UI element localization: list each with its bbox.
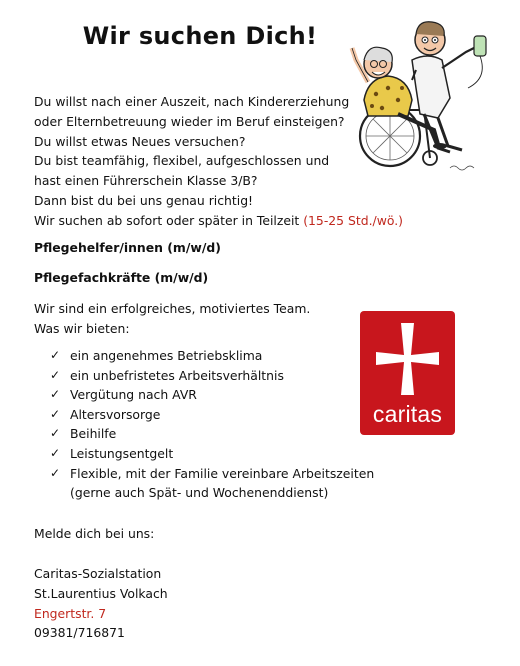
position-pflegefachkraefte: Pflegefachkräfte (m/w/d) xyxy=(34,270,209,285)
offer-list xyxy=(50,346,374,503)
contact-block xyxy=(34,564,168,643)
offer-text: ein unbefristetes Arbeitsverhältnis xyxy=(70,367,284,383)
intro-line: Du bist teamfähig, flexibel, aufgeschlossen und xyxy=(34,153,330,169)
caritas-logo xyxy=(360,311,455,435)
page-title: Wir suchen Dich! xyxy=(82,22,318,50)
contact-phone: 09381/716871 xyxy=(34,625,125,641)
hours-highlight: (15-25 Std./wö.) xyxy=(303,212,403,228)
offer-text: Leistungsentgelt xyxy=(70,445,174,461)
checkmark-icon: ✓ xyxy=(50,406,61,421)
position-pflegehelfer: Pflegehelfer/innen (m/w/d) xyxy=(34,240,221,255)
offer-text: Beihilfe xyxy=(70,426,117,442)
checkmark-icon: ✓ xyxy=(50,465,61,480)
caritas-logo-text: caritas xyxy=(372,401,443,427)
checkmark-icon: ✓ xyxy=(50,367,61,382)
offer-text: Flexible, mit der Familie vereinbare Arbeitszeiten xyxy=(70,465,375,481)
intro-line-hours xyxy=(34,211,403,231)
intro-hours-text: Wir suchen ab sofort oder später in Teilzeit xyxy=(34,212,304,228)
list-item xyxy=(50,444,374,464)
intro-line: oder Elternbetreuung wieder im Beruf einsteigen? xyxy=(34,113,345,129)
checkmark-icon: ✓ xyxy=(50,387,61,402)
offer-text: Vergütung nach AVR xyxy=(70,387,197,403)
checkmark-icon: ✓ xyxy=(50,445,61,460)
contact-org: Caritas-Sozialstation xyxy=(34,566,162,581)
offer-text: (gerne auch Spät- und Wochenenddienst) xyxy=(70,485,329,501)
checkmark-icon: ✓ xyxy=(50,426,61,441)
intro-line: Du willst etwas Neues versuchen? xyxy=(34,133,246,149)
list-item xyxy=(50,405,374,425)
team-text xyxy=(34,299,310,339)
intro-line: Du willst nach einer Auszeit, nach Kindererziehung xyxy=(34,94,350,109)
intro-line: hast einen Führerschein Klasse 3/B? xyxy=(34,173,258,189)
list-item xyxy=(50,424,374,444)
contact-street: Engertstr. 7 xyxy=(34,605,107,621)
list-item-continuation xyxy=(50,483,374,503)
intro-line: Dann bist du bei uns genau richtig! xyxy=(34,192,254,208)
contact-prompt-text: Melde dich bei uns: xyxy=(34,526,155,541)
team-line: Wir sind ein erfolgreiches, motiviertes Team. xyxy=(34,301,311,316)
checkmark-icon: ✓ xyxy=(50,348,61,362)
contact-name: St.Laurentius Volkach xyxy=(34,585,168,601)
list-item xyxy=(50,366,374,386)
list-item xyxy=(50,346,374,366)
list-item xyxy=(50,464,374,484)
team-line: Was wir bieten: xyxy=(34,320,130,336)
offer-text: Altersvorsorge xyxy=(70,406,161,422)
contact-prompt xyxy=(34,524,154,544)
list-item xyxy=(50,385,374,405)
offer-text: ein angenehmes Betriebsklima xyxy=(70,348,263,363)
caregiver-wheelchair-illustration xyxy=(338,18,498,178)
